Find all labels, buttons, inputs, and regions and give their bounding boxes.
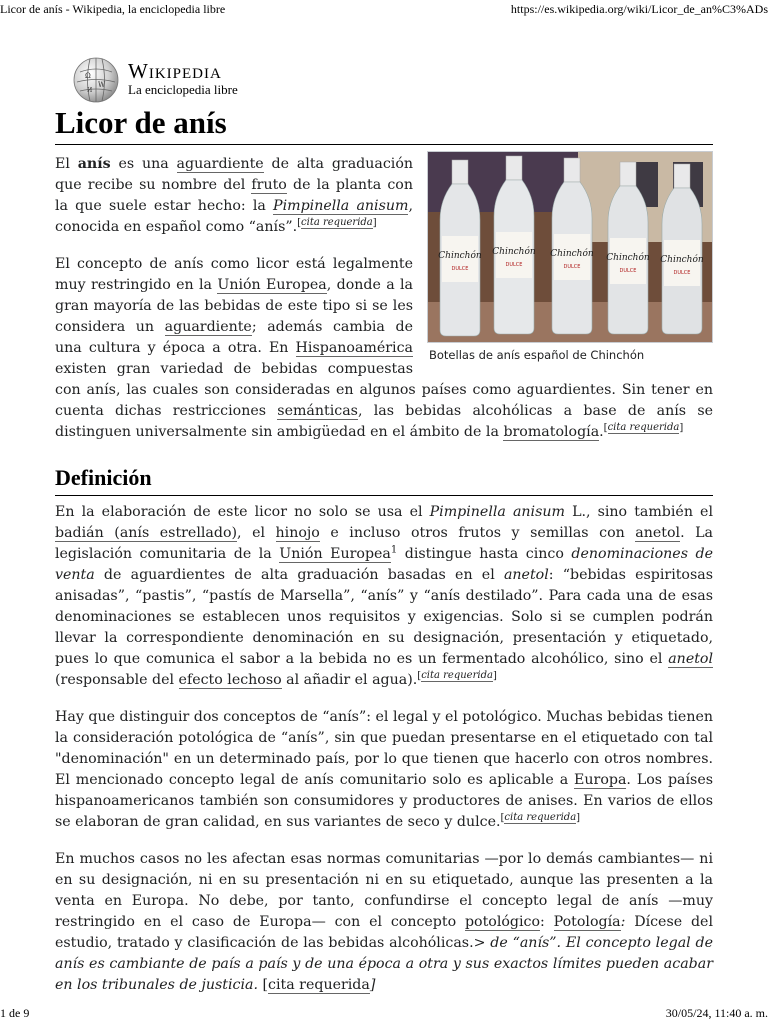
link-cita-requerida[interactable]: cita requerida (421, 670, 493, 682)
link-semanticas[interactable]: semánticas (277, 403, 358, 419)
link-aguardiente-2[interactable]: aguardiente (164, 319, 252, 335)
print-header (0, 0, 768, 20)
link-badian[interactable]: badián (anís estrellado) (55, 525, 238, 541)
paragraph-normas: En muchos casos no les afectan esas normas comunitarias —por lo demás cambiantes— ni en su designación, ni en su presentación ni en su etiquetado, aunque las presenten a la venta en Europa. No debe, por tanto, confundirse el concepto legal de anís —muy restringido en el caso de Europa— con el concepto potológico: Potología: Dícese del estudio, tratado y clasificación de las bebidas alcohólicas.> de “anís”. El concepto legal de anís es cambiante de país a país y de una época a otra y sus exactos límites pueden acabar en los tribunales de justicia. [cita requerida] (55, 851, 713, 993)
link-anetol[interactable]: anetol (635, 525, 681, 541)
link-efecto-lechoso[interactable]: efecto lechoso (178, 672, 282, 688)
link-potologia[interactable]: Potología (553, 914, 621, 930)
link-hispanoamerica[interactable]: Hispanoamérica (295, 340, 413, 356)
link-europa[interactable]: Europa (574, 772, 627, 788)
svg-text:Ω: Ω (85, 72, 91, 80)
print-page-title: Licor de anís - Wikipedia, la enciclopedia libre (0, 2, 226, 16)
paragraph-dos-conceptos: Hay que distinguir dos conceptos de “anís”: el legal y el potológico. Muchas bebidas tienen la consideración potológica de “anís”, sin que puedan presentarse en el etiquetado con tal "denominación" en un determinado país, por lo que tienen que hacerlo con otros nombres. El mencionado concepto legal de anís comunitario solo es aplicable a Europa. Los países hispanoamericanos también son consumidores y productores de anises. En varios de ellos se elaboran de gran calidad, en sus variantes de seco y dulce.[cita requerida] (55, 709, 713, 830)
article-content (55, 104, 713, 1012)
svg-text:DULCE: DULCE (505, 262, 523, 268)
link-fruto[interactable]: fruto (251, 177, 287, 193)
paragraph-legal-concept: El concepto de anís como licor está legalmente muy restringido en la Unión Europea, donde a la gran mayoría de las bebidas de este tipo si se les considera un aguardiente; además cambia de una cultura y época a otra. En Hispanoamérica existen gran variedad de bebidas compuestas con anís, las cuales son consideradas en algunos países como aguardientes. Sin tener en cuenta dichas restricciones semánticas, las bebidas alcohólicas a base de anís se distinguen universalmente sin ambigüedad en el ámbito de la bromatología.[cita requerida] (55, 256, 713, 440)
citation-needed: [cita requerida] (297, 217, 377, 229)
citation-needed: [cita requerida] (417, 670, 497, 682)
svg-text:DULCE: DULCE (673, 270, 691, 276)
svg-text:Chinchón: Chinchón (550, 249, 594, 259)
link-union-europea-2[interactable]: Unión Europea (279, 546, 391, 562)
puzzle-globe-icon (72, 56, 120, 104)
figure-chinchon-bottles (427, 151, 713, 363)
tagline: La enciclopedia libre (128, 82, 238, 97)
paragraph-intro: El anís es una aguardiente de alta graduación que recibe su nombre del fruto de la planta con la que suele estar hecho: la Pimpinella anisum, conocida en español como “anís”.[cita requerida] (55, 156, 413, 235)
print-footer (0, 1004, 768, 1024)
svg-text:Chinchón: Chinchón (660, 255, 704, 265)
page-title: Licor de anís (55, 104, 713, 145)
svg-text:Chinchón: Chinchón (492, 247, 536, 257)
link-cita-requerida[interactable]: cita requerida (268, 977, 370, 993)
figure-caption: Botellas de anís español de Chinchón (429, 348, 645, 362)
section-heading-definicion: Definición (55, 463, 713, 496)
bottles-photo[interactable] (427, 151, 713, 343)
link-anetol-2[interactable]: anetol (668, 651, 713, 667)
link-union-europea[interactable]: Unión Europea (217, 277, 327, 293)
citation-needed: [cita requerida] (500, 812, 581, 824)
paragraph-elaboracion: En la elaboración de este licor no solo se usa el Pimpinella anisum L., sino también el badián (anís estrellado), el hinojo e incluso otros frutos y semillas con anetol. La legislación comunitaria de la Unión Europea$^1$ distingue hasta cinco denominaciones de venta de aguardientes de alta graduación basadas en el anetol: “bebidas espiritosas anisadas”, “pastis”, “pastís de Marsella”, “anís” y “anís destilado”. Para cada una de esas denominaciones se establecen unos requisitos y exigencias. Solo si se cumplen podrán llevar la correspondiente denominación en su designación, presentación y etiquetado, pues lo que comunica el sabor a la bebida no es un fermentado alcohólico, sino el anetol (responsable del efecto lechoso al añadir el agua).[cita requerida] (55, 504, 714, 688)
print-datetime: 30/05/24, 11:40 a. m. (665, 1006, 768, 1020)
link-hinojo[interactable]: hinojo (275, 525, 320, 541)
link-cita-requerida[interactable]: cita requerida (607, 422, 680, 434)
print-page-url: https://es.wikipedia.org/wiki/Licor_de_an%C3%ADs (510, 2, 768, 16)
svg-text:DULCE: DULCE (451, 266, 469, 272)
svg-text:И: И (87, 87, 93, 94)
citation-needed: [cita requerida] (603, 422, 684, 434)
link-pimpinella-anisum[interactable]: Pimpinella anisum (273, 198, 409, 214)
page-number: 1 de 9 (0, 1006, 30, 1020)
bold-term: anís (77, 156, 111, 172)
link-potologico[interactable]: potológico (464, 914, 541, 930)
svg-text:Chinchón: Chinchón (438, 251, 482, 261)
link-cita-requerida[interactable]: cita requerida (504, 812, 577, 824)
svg-text:DULCE: DULCE (619, 268, 637, 274)
link-cita-requerida[interactable]: cita requerida (301, 217, 373, 229)
link-bromatologia[interactable]: bromatología (503, 424, 600, 440)
wordmark: Wikipedia (128, 59, 222, 83)
footnote-ref[interactable]: 1 (390, 544, 398, 556)
link-aguardiente[interactable]: aguardiente (176, 156, 264, 172)
svg-text:Chinchón: Chinchón (606, 253, 650, 263)
svg-text:W: W (98, 81, 106, 89)
svg-text:DULCE: DULCE (563, 264, 581, 270)
